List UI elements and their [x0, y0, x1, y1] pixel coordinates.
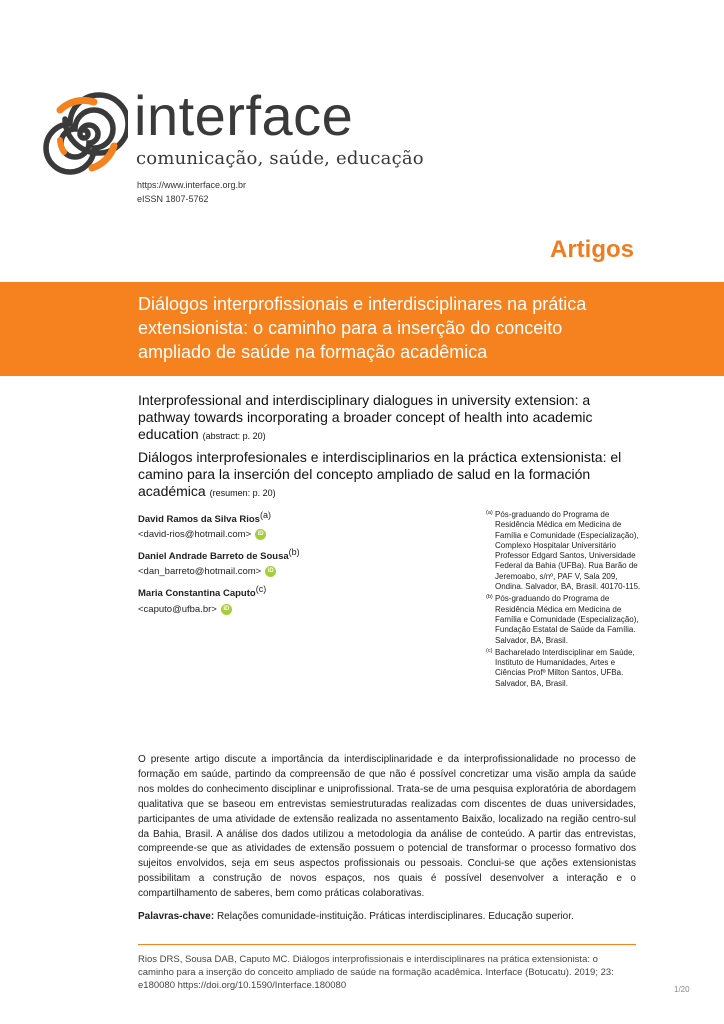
footer-divider: [138, 944, 636, 945]
author-email[interactable]: <dan_barreto@hotmail.com>: [138, 566, 262, 578]
keywords-text: Relações comunidade-instituição. Práticas interdisciplinares. Educação superior.: [216, 911, 574, 922]
author-sup: (b): [288, 547, 300, 558]
title-en-text: Interprofessional and interdisciplinary dialogues in university extension: a pathway towards incorporating a broader concept of health into academic education: [138, 392, 593, 442]
author-name: Maria Constantina Caputo: [138, 588, 256, 600]
article-title-pt: Diálogos interprofissionais e interdisciplinares na prática extensionista: o caminho para a inserção do conceito ampliado de saúde na formação acadêmica: [138, 294, 587, 362]
author-sup: (c): [255, 584, 267, 595]
affiliation-item: [486, 594, 642, 645]
spiral-logo-icon: [40, 90, 128, 178]
author-sup: (a): [259, 510, 271, 520]
affiliation-text: Pós-graduando do Programa de Residência Médica em Medicina de Família e Comunidade (Especialização), Fundação Estatal de Saúde da Família. Salvador, BA, Brasil.: [495, 594, 639, 645]
author-name: Daniel Andrade Barreto de Sousa: [138, 551, 289, 563]
keywords: [138, 911, 636, 922]
author-email[interactable]: <david-rios@hotmail.com>: [138, 529, 252, 541]
section-label: Artigos: [550, 236, 634, 263]
affiliation-sup: (c): [486, 647, 493, 654]
affiliation-list: [486, 510, 642, 691]
resumen-page-note: (resumen: p. 20): [209, 488, 276, 498]
journal-eissn: eISSN 1807-5762: [137, 194, 209, 204]
abstract-text: O presente artigo discute a importância da interdisciplinaridade e da interprofissionalidade no processo de formação em saúde, partindo da compreensão de que não é possível concretizar uma visão ampla da saúde nos moldes do conhecimento disciplinar e uniprofissional. Trata-se de uma pesquisa exploratória de abordagem qualitativa que se baseou em entrevistas semiestruturadas realizadas com discentes de duas universidades, participantes de uma atividade de extensão realizada no assentamento Baixão, localizado na região centro-sul da Bahia, Brasil. A análise dos dados utilizou a metodologia da análise de conteúdo. A partir das entrevistas, compreende-se que as atividades de extensão possuem o potencial de transformar o processo formativo dos sujeitos envolvidos, seja em seus aspectos profissionais ou pessoais. Conclui-se que ações extensionistas possibilitam a construção de novos espaços, nos quais é possível desenvolver a interação e o compartilhamento de saberes, bem como práticas colaborativas.: [138, 754, 636, 900]
article-title-es: [138, 449, 638, 502]
orcid-icon[interactable]: iD: [221, 604, 232, 615]
affiliation-text: Pós-graduando do Programa de Residência Médica em Medicina de Família e Comunidade (Especialização), Complexo Hospitalar Universitário Professor Edgard Santos, Universidade Federal da Bahia (UFBa). Rua Barão de Jeremoabo, s/nº, PAF V, Sala 209, Ondina. Salvador, BA, Brasil. 40170-115.: [495, 510, 641, 592]
orcid-icon[interactable]: iD: [255, 529, 266, 540]
keywords-label: Palavras-chave:: [138, 911, 215, 922]
author-item: [138, 547, 458, 577]
author-name: David Ramos da Silva Rios: [138, 514, 260, 526]
journal-wordmark: interface: [134, 84, 354, 147]
affiliation-item: [486, 510, 642, 592]
author-item: [138, 584, 458, 614]
orcid-icon[interactable]: iD: [265, 566, 276, 577]
journal-tagline: comunicação, saúde, educação: [136, 148, 424, 169]
title-es-text: Diálogos interprofesionales e interdisciplinarios en la práctica extensionista: el camino para la inserción del concepto ampliado de salud en la formación académica: [138, 449, 622, 499]
page-number: 1/20: [674, 985, 690, 994]
affiliation-item: [486, 648, 642, 689]
article-title-en: [138, 392, 638, 445]
author-list: [138, 510, 458, 622]
affiliation-text: Bacharelado Interdisciplinar em Saúde, Instituto de Humanidades, Artes e Ciências Profº Milton Santos, UFBa. Salvador, BA, Brasil.: [495, 647, 635, 688]
citation-text: Rios DRS, Sousa DAB, Caputo MC. Diálogos interprofissionais e interdisciplinares na prática extensionista: o caminho para a inserção do conceito ampliado de saúde na formação acadêmica. Interface (Botucatu). 2019; 23: e180080 https://doi.org/10.1590/Interface.180080: [138, 954, 614, 991]
abstract-page-note: (abstract: p. 20): [202, 431, 266, 441]
author-email[interactable]: <caputo@ufba.br>: [138, 603, 217, 615]
author-item: [138, 510, 458, 540]
affiliation-sup: (b): [486, 594, 493, 601]
affiliation-sup: (a): [486, 510, 493, 516]
journal-url[interactable]: https://www.interface.org.br: [137, 180, 247, 190]
